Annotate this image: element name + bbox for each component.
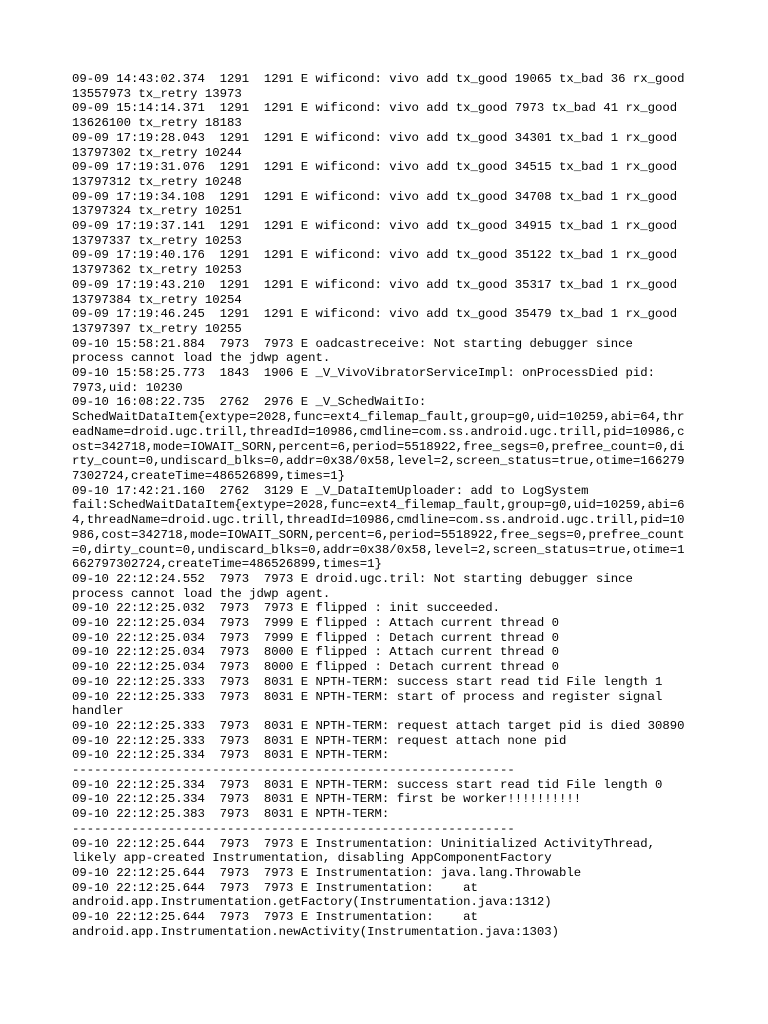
log-line: SchedWaitDataItem{extype=2028,func=ext4_filemap_fault,group=g0,uid=10259,abi=64,thr — [72, 410, 685, 425]
log-line: 09-10 22:12:25.333 7973 8031 E NPTH-TERM: success start read tid File length 1 — [72, 674, 663, 689]
log-line: 13797302 tx_retry 10244 — [72, 145, 242, 160]
log-line: 09-09 17:19:37.141 1291 1291 E wificond: vivo add tx_good 34915 tx_bad 1 rx_good — [72, 219, 678, 234]
log-line: 13797384 tx_retry 10254 — [72, 292, 242, 307]
log-line: 09-09 17:19:46.245 1291 1291 E wificond: vivo add tx_good 35479 tx_bad 1 rx_good — [72, 307, 678, 322]
log-line: 13797337 tx_retry 10253 — [72, 233, 242, 248]
log-line: 09-09 15:14:14.371 1291 1291 E wificond: vivo add tx_good 7973 tx_bad 41 rx_good — [72, 101, 678, 116]
log-line: 09-10 22:12:25.333 7973 8031 E NPTH-TERM: start of process and register signal — [72, 689, 663, 704]
log-line: likely app-created Instrumentation, disabling AppComponentFactory — [72, 851, 552, 866]
log-line: 13797362 tx_retry 10253 — [72, 263, 242, 278]
log-line: 09-10 22:12:25.333 7973 8031 E NPTH-TERM: request attach none pid — [72, 733, 567, 748]
log-line: 09-10 22:12:25.034 7973 8000 E flipped : Detach current thread 0 — [72, 660, 560, 675]
log-line: 13557973 tx_retry 13973 — [72, 86, 242, 101]
log-line: 13626100 tx_retry 18183 — [72, 116, 242, 131]
log-line: 09-09 17:19:40.176 1291 1291 E wificond: vivo add tx_good 35122 tx_bad 1 rx_good — [72, 248, 678, 263]
log-line: 09-10 22:12:25.644 7973 7973 E Instrumentation: Uninitialized ActivityThread, — [72, 836, 655, 851]
log-line: 13797397 tx_retry 10255 — [72, 321, 242, 336]
log-line: process cannot load the jdwp agent. — [72, 351, 331, 366]
log-line: handler — [72, 704, 124, 719]
log-line: 09-10 22:12:25.334 7973 8031 E NPTH-TERM: success start read tid File length 0 — [72, 777, 663, 792]
log-line: 986,cost=342718,mode=IOWAIT_SORN,percent=6,period=5518922,free_segs=0,prefree_count — [72, 527, 685, 542]
log-text — [72, 72, 712, 939]
log-line: 7302724,createTime=486526899,times=1} — [72, 468, 346, 483]
log-line: 09-09 14:43:02.374 1291 1291 E wificond: vivo add tx_good 19065 tx_bad 36 rx_good — [72, 72, 685, 86]
log-line: 09-10 15:58:21.884 7973 7973 E oadcastreceive: Not starting debugger since — [72, 336, 633, 351]
log-line: 09-10 22:12:25.034 7973 7999 E flipped : Detach current thread 0 — [72, 630, 560, 645]
log-line: 09-10 22:12:25.383 7973 8031 E NPTH-TERM: — [72, 807, 390, 822]
log-line: 13797324 tx_retry 10251 — [72, 204, 242, 219]
log-line: 09-10 22:12:25.334 7973 8031 E NPTH-TERM: first be worker!!!!!!!!!! — [72, 792, 582, 807]
log-line: 4,threadName=droid.ugc.trill,threadId=10986,cmdline=com.ss.android.ugc.trill,pid=10 — [72, 513, 685, 528]
log-line: fail:SchedWaitDataItem{extype=2028,func=ext4_filemap_fault,group=g0,uid=10259,abi=6 — [72, 498, 685, 513]
log-line: 7973,uid: 10230 — [72, 380, 183, 395]
log-line: 09-10 22:12:25.644 7973 7973 E Instrumentation: java.lang.Throwable — [72, 865, 582, 880]
log-line: 662797302724,createTime=486526899,times=1} — [72, 557, 382, 572]
log-line: android.app.Instrumentation.newActivity(Instrumentation.java:1303) — [72, 924, 560, 939]
log-line: 09-10 22:12:25.334 7973 8031 E NPTH-TERM: — [72, 748, 390, 763]
log-line: 09-10 16:08:22.735 2762 2976 E _V_SchedWaitIo: — [72, 395, 427, 410]
log-line: 09-10 22:12:25.644 7973 7973 E Instrumentation: at — [72, 910, 478, 925]
log-line: ost=342718,mode=IOWAIT_SORN,percent=6,period=5518922,free_segs=0,prefree_count=0,di — [72, 439, 685, 454]
log-line: 09-09 17:19:28.043 1291 1291 E wificond: vivo add tx_good 34301 tx_bad 1 rx_good — [72, 130, 678, 145]
log-line: 09-10 22:12:24.552 7973 7973 E droid.ugc.tril: Not starting debugger since — [72, 571, 633, 586]
log-line: android.app.Instrumentation.getFactory(Instrumentation.java:1312) — [72, 895, 552, 910]
log-line: 09-09 17:19:34.108 1291 1291 E wificond: vivo add tx_good 34708 tx_bad 1 rx_good — [72, 189, 678, 204]
log-line: eadName=droid.ugc.trill,threadId=10986,cmdline=com.ss.android.ugc.trill,pid=10986,c — [72, 424, 685, 439]
log-line: rty_count=0,undiscard_blks=0,addr=0x38/0x58,level=2,screen_status=true,otime=166279 — [72, 454, 685, 469]
log-line: 09-10 22:12:25.032 7973 7973 E flipped : init succeeded. — [72, 601, 501, 616]
log-line: 09-10 15:58:25.773 1843 1906 E _V_VivoVibratorServiceImpl: onProcessDied pid: — [72, 366, 655, 381]
log-line: ------------------------------------------------------------ — [72, 763, 515, 778]
log-line: 09-10 22:12:25.034 7973 7999 E flipped : Attach current thread 0 — [72, 616, 560, 631]
log-line: 09-10 22:12:25.034 7973 8000 E flipped : Attach current thread 0 — [72, 645, 560, 660]
log-line: 09-10 17:42:21.160 2762 3129 E _V_DataItemUploader: add to LogSystem — [72, 483, 589, 498]
log-line: 13797312 tx_retry 10248 — [72, 174, 242, 189]
log-line: 09-09 17:19:31.076 1291 1291 E wificond: vivo add tx_good 34515 tx_bad 1 rx_good — [72, 160, 678, 175]
log-line: ------------------------------------------------------------ — [72, 821, 515, 836]
log-line: process cannot load the jdwp agent. — [72, 586, 331, 601]
log-line: 09-09 17:19:43.210 1291 1291 E wificond: vivo add tx_good 35317 tx_bad 1 rx_good — [72, 277, 678, 292]
log-line: =0,dirty_count=0,undiscard_blks=0,addr=0x38/0x58,level=2,screen_status=true,otime=1 — [72, 542, 685, 557]
log-line: 09-10 22:12:25.644 7973 7973 E Instrumentation: at — [72, 880, 478, 895]
log-line: 09-10 22:12:25.333 7973 8031 E NPTH-TERM: request attach target pid is died 30890 — [72, 718, 685, 733]
